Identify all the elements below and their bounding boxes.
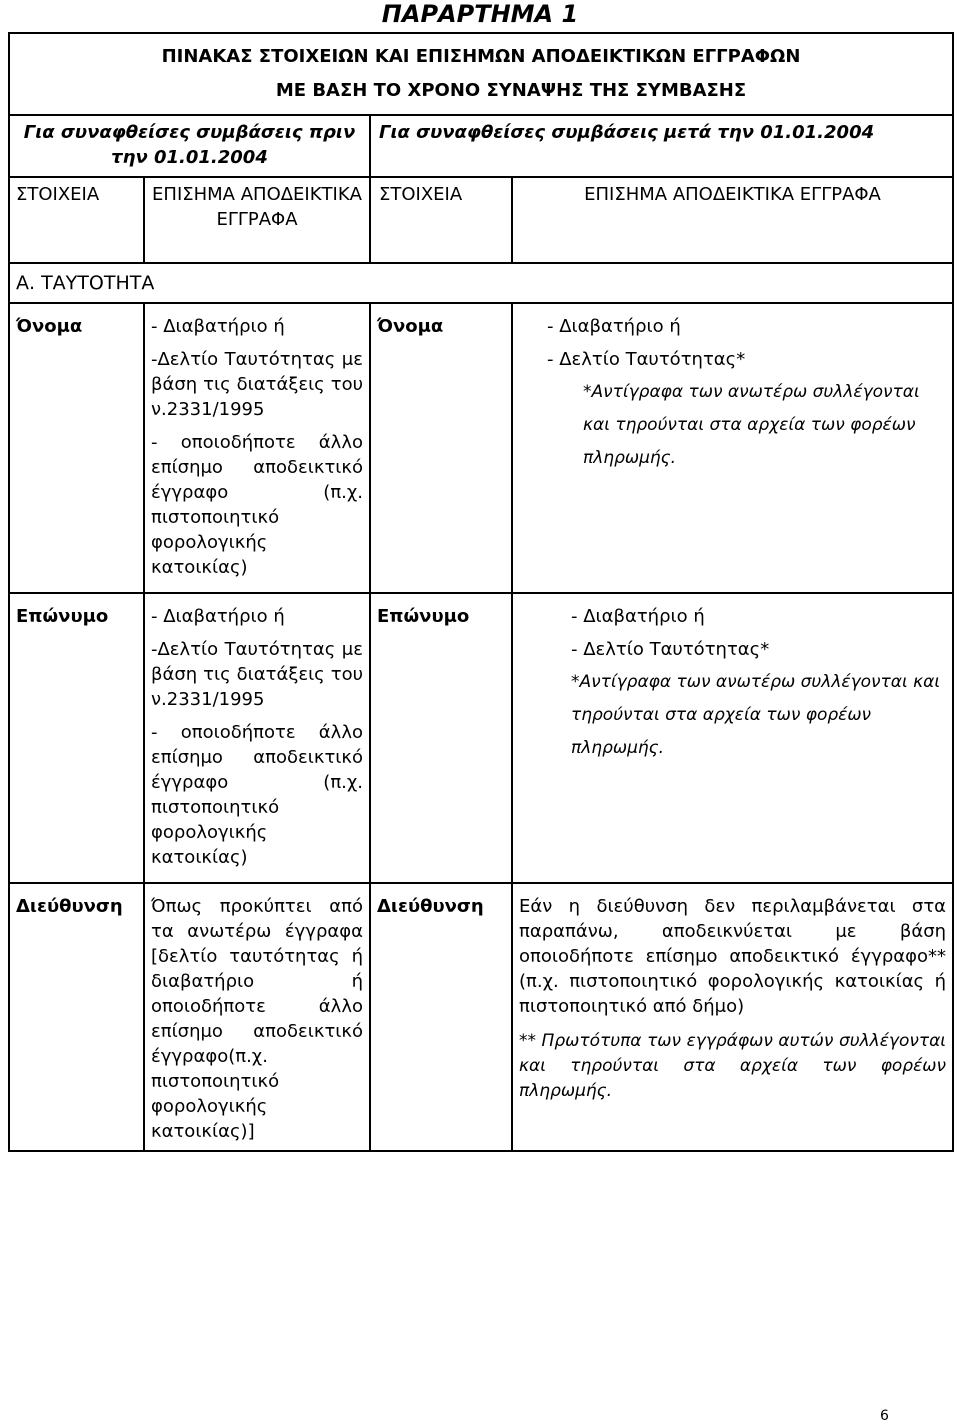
row-eponymo-docs-before xyxy=(144,593,370,883)
row-onoma-docs-after xyxy=(512,303,953,593)
section-identity xyxy=(9,263,953,303)
eponymo-before-passport: - Διαβατήριο ή xyxy=(151,606,285,627)
dieuthynsi-after-note: ** Πρωτότυπα των εγγράφων αυτών συλλέγονται και τηρούνται στα αρχεία των φορέων πληρωμής. xyxy=(519,1031,947,1101)
col-stoixeia-before: ΣΤΟΙΧΕΙΑ xyxy=(9,177,144,263)
row-dieuthynsi-label-before xyxy=(9,883,144,1151)
eponymo-label-before: Επώνυμο xyxy=(16,606,109,627)
table-title-line-1: ΠΙΝΑΚΑΣ ΣΤΟΙΧΕΙΩΝ ΚΑΙ ΕΠΙΣΗΜΩΝ ΑΠΟΔΕΙΚΤΙΚΩΝ ΕΓΓΡΑΦΩΝ xyxy=(161,46,801,67)
section-identity-label: Α. ΤΑΥΤΟΤΗΤΑ xyxy=(16,272,155,294)
eponymo-before-other-doc: - οποιοδήποτε άλλο επίσημο αποδεικτικό έγγραφο (π.χ. πιστοποιητικό φορολογικής κατοικίας) xyxy=(151,722,363,868)
period-after-header: Για συναφθείσες συμβάσεις μετά την 01.01.2004 xyxy=(370,115,953,177)
col-stoixeia-after: ΣΤΟΙΧΕΙΑ xyxy=(370,177,512,263)
dieuthynsi-after-text: Εάν η διεύθυνση δεν περιλαμβάνεται στα παραπάνω, αποδεικνύεται με βάση οποιοδήποτε επίσημο αποδεικτικό έγγραφο** (π.χ. πιστοποιητικό φορολογικής κατοικίας ή πιστοποιητικό από δήμο) xyxy=(519,896,947,1017)
row-eponymo-label-after xyxy=(370,593,512,883)
documents-table xyxy=(8,32,954,1152)
onoma-before-passport: - Διαβατήριο ή xyxy=(151,316,285,337)
eponymo-after-id-card: - Δελτίο Ταυτότητας* xyxy=(571,639,770,660)
col-eggrafa-after: ΕΠΙΣΗΜΑ ΑΠΟΔΕΙΚΤΙΚΑ ΕΓΓΡΑΦΑ xyxy=(512,177,953,263)
onoma-after-passport: - Διαβατήριο ή xyxy=(547,316,681,337)
onoma-before-id-card: -Δελτίο Ταυτότητας με βάση τις διατάξεις του ν.2331/1995 xyxy=(151,349,363,420)
onoma-label-before: Όνομα xyxy=(16,316,83,337)
table-title-line-2: ΜΕ ΒΑΣΗ ΤΟ ΧΡΟΝΟ ΣΥΝΑΨΗΣ ΤΗΣ ΣΥΜΒΑΣΗΣ xyxy=(275,80,747,101)
onoma-before-other-doc: - οποιοδήποτε άλλο επίσημο αποδεικτικό έγγραφο (π.χ. πιστοποιητικό φορολογικής κατοικίας) xyxy=(151,432,363,578)
onoma-label-after: Όνομα xyxy=(377,316,444,337)
page-heading: ΠΑΡΑΡΤΗΜΑ 1 xyxy=(381,0,579,28)
dieuthynsi-label-before: Διεύθυνση xyxy=(16,896,123,917)
row-eponymo-docs-after xyxy=(512,593,953,883)
period-before-header: Για συναφθείσες συμβάσεις πριν την 01.01.2004 xyxy=(9,115,370,177)
dieuthynsi-label-after: Διεύθυνση xyxy=(377,896,484,917)
row-onoma-label-before xyxy=(9,303,144,593)
eponymo-before-id-card: -Δελτίο Ταυτότητας με βάση τις διατάξεις του ν.2331/1995 xyxy=(151,639,363,710)
table-title xyxy=(9,33,953,115)
onoma-after-note: *Αντίγραφα των ανωτέρω συλλέγονται και τηρούνται στα αρχεία των φορέων πληρωμής. xyxy=(583,382,920,468)
row-onoma-docs-before xyxy=(144,303,370,593)
eponymo-after-note: *Αντίγραφα των ανωτέρω συλλέγονται και τηρούνται στα αρχεία των φορέων πληρωμής. xyxy=(571,672,941,758)
row-onoma-label-after xyxy=(370,303,512,593)
eponymo-label-after: Επώνυμο xyxy=(377,606,470,627)
row-eponymo-label-before xyxy=(9,593,144,883)
row-dieuthynsi-docs-before xyxy=(144,883,370,1151)
row-dieuthynsi-docs-after xyxy=(512,883,953,1151)
eponymo-after-passport: - Διαβατήριο ή xyxy=(571,606,705,627)
onoma-after-id-card: - Δελτίο Ταυτότητας* xyxy=(547,349,746,370)
dieuthynsi-before-text: Όπως προκύπτει από τα ανωτέρω έγγραφα [δελτίο ταυτότητας ή διαβατήριο ή οποιοδήποτε άλλο επίσημο αποδεικτικό έγγραφο(π.χ. πιστοποιητικό φορολογικής κατοικίας)] xyxy=(151,896,363,1142)
row-dieuthynsi-label-after xyxy=(370,883,512,1151)
col-eggrafa-before: ΕΠΙΣΗΜΑ ΑΠΟΔΕΙΚΤΙΚΑ ΕΓΓΡΑΦΑ xyxy=(144,177,370,263)
page-number: 6 xyxy=(880,1408,889,1424)
